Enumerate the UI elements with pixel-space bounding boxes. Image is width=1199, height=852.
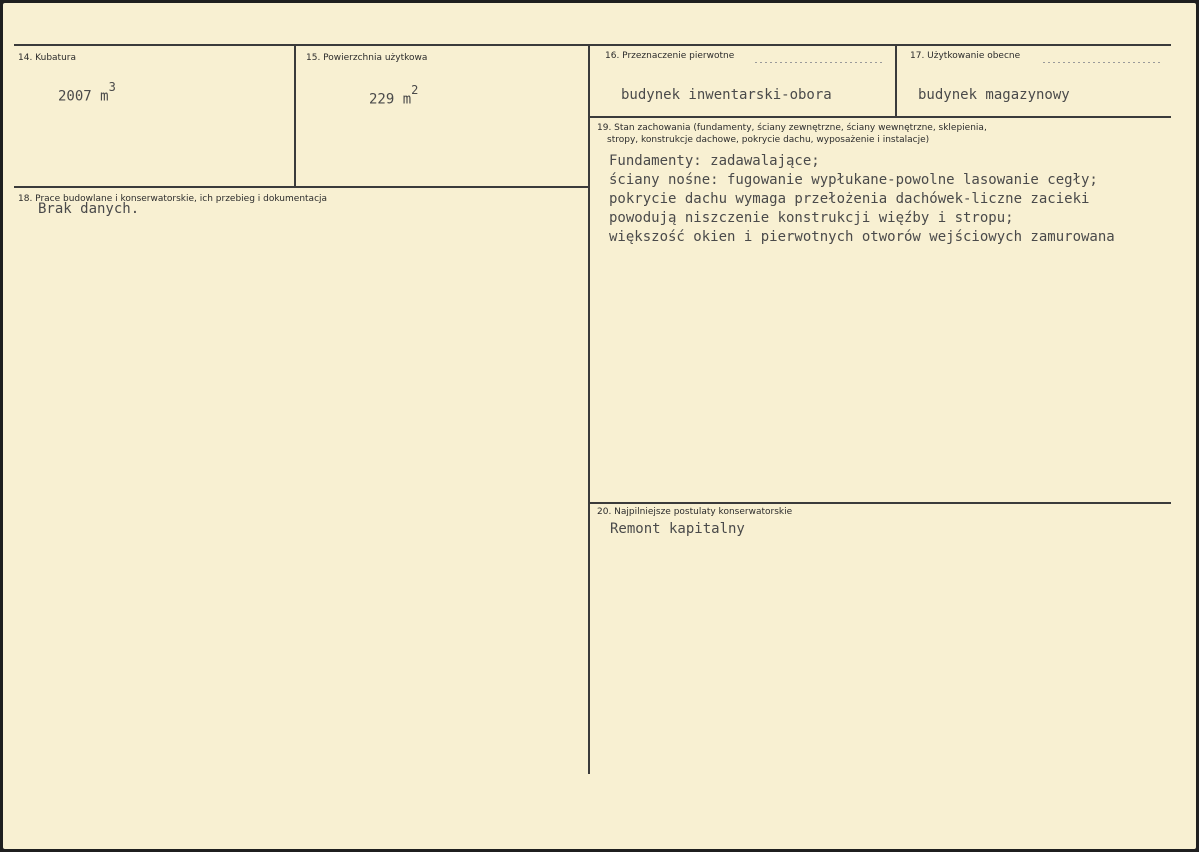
- dotted-line-17: [1043, 62, 1163, 63]
- stan-line: pokrycie dachu wymaga przełożenia dachówek-liczne zacieki: [609, 191, 1090, 207]
- kubatura-number: 2007 m: [58, 88, 109, 105]
- stan-value: [609, 152, 1115, 247]
- field-label-prace: 18. Prace budowlane i konserwatorskie, ich przebieg i dokumentacja: [18, 194, 328, 204]
- rule-above-18: [14, 186, 588, 188]
- stan-line: ściany nośne: fugowanie wypłukane-powolne lasowanie cegły;: [609, 172, 1098, 188]
- rule-above-20: [590, 502, 1171, 504]
- divider-16-17: [895, 46, 897, 116]
- kubatura-superscript: 3: [108, 80, 116, 94]
- dotted-line-16: [755, 62, 885, 63]
- stan-line: Fundamenty: zadawalające;: [609, 153, 820, 169]
- postulaty-value: Remont kapitalny: [610, 521, 745, 537]
- field-label-uzytkowanie: 17. Użytkowanie obecne: [910, 51, 1021, 61]
- field-label-stan-line2: stropy, konstrukcje dachowe, pokrycie dachu, wyposażenie i instalacje): [607, 135, 930, 145]
- przeznaczenie-value: budynek inwentarski-obora: [621, 87, 832, 103]
- powierzchnia-superscript: 2: [411, 83, 419, 97]
- main-vertical-divider: [588, 46, 590, 774]
- field-label-kubatura: 14. Kubatura: [18, 53, 77, 63]
- stan-line: większość okien i pierwotnych otworów wejściowych zamurowana: [609, 229, 1115, 245]
- powierzchnia-value: [369, 83, 419, 108]
- divider-14-15: [294, 46, 296, 186]
- kubatura-value: [58, 80, 116, 105]
- field-label-przeznaczenie: 16. Przeznaczenie pierwotne: [605, 51, 735, 61]
- powierzchnia-number: 229 m: [369, 91, 412, 108]
- field-label-postulaty: 20. Najpilniejsze postulaty konserwatorskie: [597, 507, 793, 517]
- uzytkowanie-value: budynek magazynowy: [918, 87, 1070, 103]
- field-label-stan-line1: 19. Stan zachowania (fundamenty, ściany zewnętrzne, ściany wewnętrzne, sklepienia,: [597, 123, 987, 133]
- stan-line: powodują niszczenie konstrukcji więźby i stropu;: [609, 210, 1014, 226]
- top-rule: [14, 44, 1171, 46]
- field-label-powierzchnia: 15. Powierzchnia użytkowa: [306, 53, 428, 63]
- prace-value: Brak danych.: [38, 201, 140, 217]
- rule-above-19: [590, 116, 1171, 118]
